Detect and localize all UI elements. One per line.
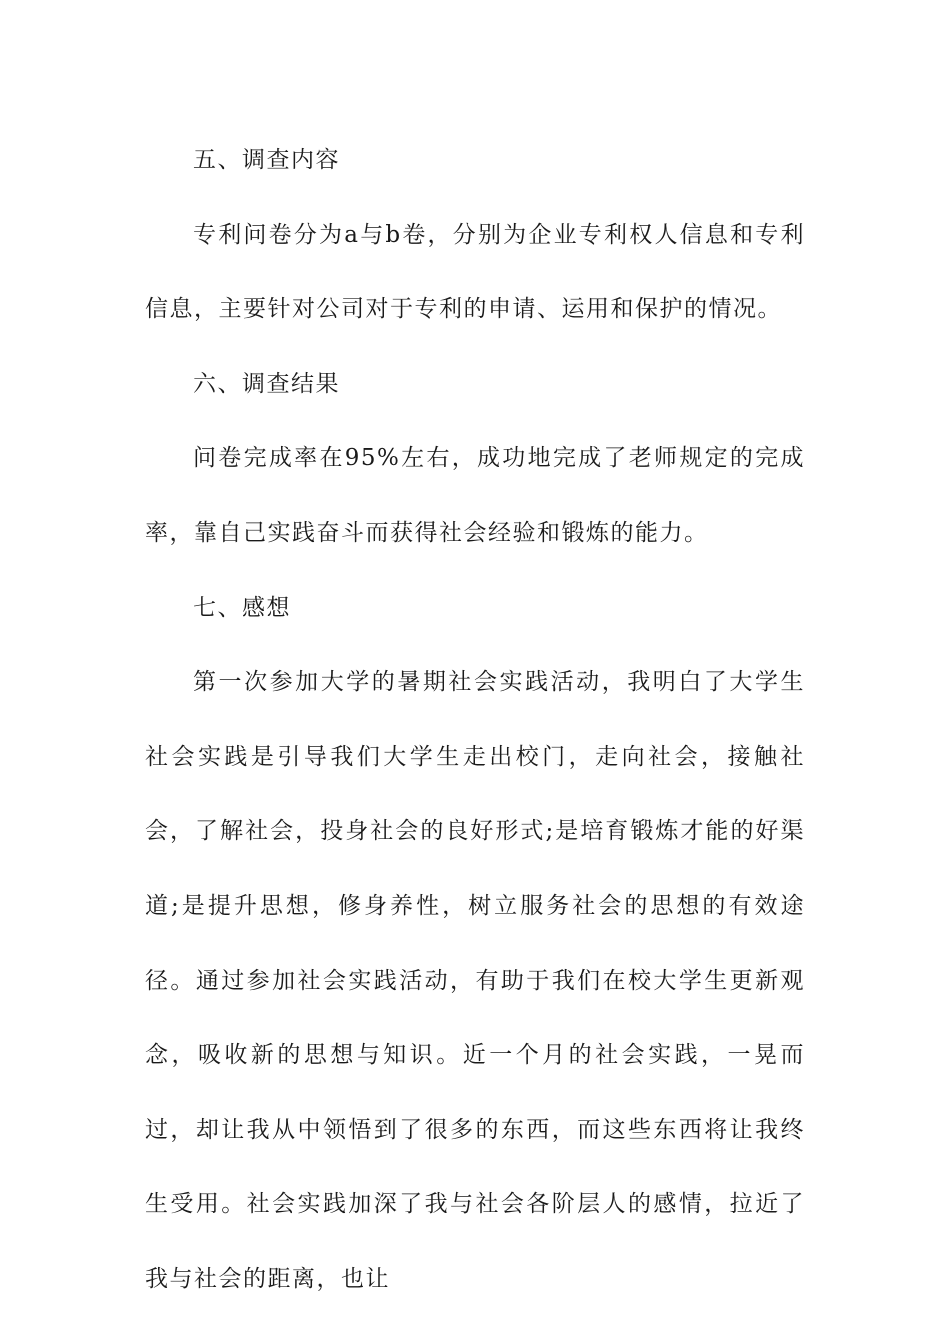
paragraph-survey-results: 问卷完成率在95%左右，成功地完成了老师规定的完成率，靠自己实践奋斗而获得社会经验和锻炼的能力。 bbox=[145, 445, 805, 546]
section-heading-reflections: 七、感想 bbox=[193, 594, 291, 621]
section-heading-survey-results: 六、调查结果 bbox=[193, 370, 340, 397]
section-heading-survey-content: 五、调查内容 bbox=[193, 147, 340, 173]
document-body bbox=[145, 123, 805, 1317]
paragraph-survey-content: 专利问卷分为a与b卷，分别为企业专利权人信息和专利信息，主要针对公司对于专利的申请、运用和保护的情况。 bbox=[145, 221, 805, 323]
paragraph-reflections: 第一次参加大学的暑期社会实践活动，我明白了大学生社会实践是引导我们大学生走出校门，走向社会，接触社会，了解社会，投身社会的良好形式;是培育锻炼才能的好渠道;是提升思想，修身养性，树立服务社会的思想的有效途径。通过参加社会实践活动，有助于我们在校大学生更新观念，吸收新的思想与知识。近一个月的社会实践，一晃而过，却让我从中领悟到了很多的东西，而这些东西将让我终生受用。社会实践加深了我与社会各阶层人的感情，拉近了我与社会的距离，也让 bbox=[145, 669, 805, 1292]
